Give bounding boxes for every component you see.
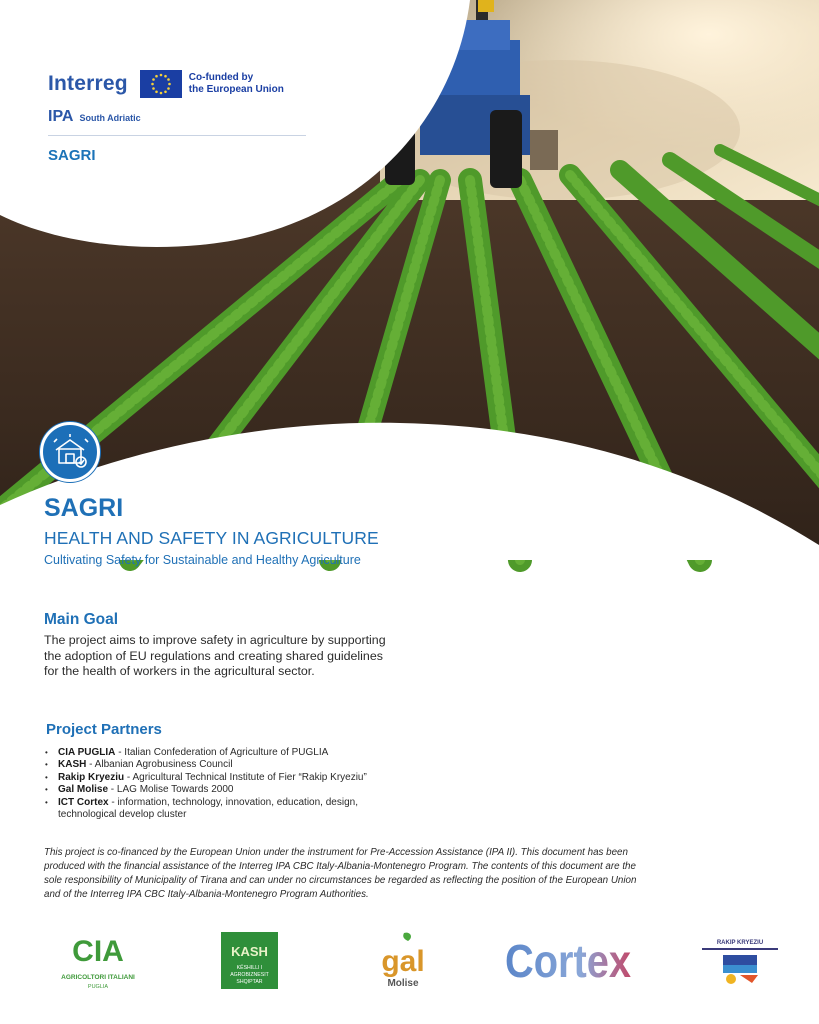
cortex-logo <box>502 929 634 987</box>
rakip-kryeziu-logo <box>698 935 782 987</box>
partner-desc: - Italian Confederation of Agriculture of PUGLIA <box>115 747 329 758</box>
goal-line: for the health of workers in the agricultural sector. <box>44 664 315 678</box>
partner-desc-cont: technological develop cluster <box>58 809 187 821</box>
ipa-region: South Adriatic <box>79 113 141 123</box>
eu-line-2: the European Union <box>188 84 284 95</box>
disclaimer-line: This project is co-financed by the European Union under the instrument for Pre-Accession Assistance (IPA II). This document has been <box>44 847 628 858</box>
disclaimer-line: produced with the financial assistance of the Interreg IPA CBC Italy-Albania-Montenegro Program. The contents of this document are the <box>44 861 636 872</box>
disclaimer-line: and of the Interreg IPA CBC Italy-Albania-Montenegro Program Authorities. <box>44 889 369 900</box>
kash-mark: KASH <box>231 944 268 959</box>
partner-desc: - Agricultural Technical Institute of Fier “Rakip Kryeziu” <box>124 771 367 783</box>
eu-cofunded-text <box>189 72 284 96</box>
partner-desc: - Albanian Agrobusiness Council <box>86 759 233 771</box>
gal-sub: Molise <box>387 978 419 989</box>
ipa-wordmark: IPA <box>48 108 74 125</box>
gal-mark: gal <box>381 945 425 978</box>
partner-desc: - information, technology, innovation, education, design, <box>108 796 358 808</box>
kash-line-2: AGROBIZNESIT <box>230 972 269 978</box>
goal-line: The project aims to improve safety in agriculture by supporting <box>44 633 386 647</box>
cortex-mark: Cortex <box>505 935 632 987</box>
logo-project-name: SAGRI <box>48 147 96 164</box>
partner-name: KASH <box>58 759 87 771</box>
cia-line-2: PUGLIA <box>87 984 109 990</box>
list-item <box>44 784 444 796</box>
cia-mark: CIA <box>72 935 124 968</box>
main-goal-heading: Main Goal <box>44 611 119 628</box>
gal-molise-logo <box>368 929 438 993</box>
cia-line-1: AGRICOLTORI ITALIANI <box>61 974 135 981</box>
funding-disclaimer <box>44 846 704 902</box>
page-tagline: Cultivating Safety for Sustainable and Healthy Agriculture <box>44 553 361 567</box>
goal-line: the adoption of EU regulations and creating shared guidelines <box>44 648 383 663</box>
kash-line-3: SHQIPTAR <box>236 979 263 985</box>
program-logo <box>48 70 308 164</box>
partner-logos <box>0 925 819 995</box>
kash-logo <box>221 932 278 989</box>
list-item <box>44 759 444 771</box>
partners-list <box>44 747 444 821</box>
partners-heading: Project Partners <box>46 721 162 738</box>
logo-divider <box>48 135 306 136</box>
main-goal-text <box>44 633 444 680</box>
list-item <box>44 747 444 759</box>
partner-name: ICT Cortex <box>58 796 109 808</box>
page-subtitle: HEALTH AND SAFETY IN AGRICULTURE <box>44 528 379 548</box>
eu-line-1: Co-funded by <box>188 72 254 83</box>
partner-name: Gal Molise <box>58 784 109 796</box>
list-item <box>44 772 444 784</box>
cia-logo <box>60 931 136 991</box>
rk-text: RAKIP KRYEZIU <box>716 940 764 946</box>
kash-line-1: KËSHILLI I <box>236 965 263 971</box>
disclaimer-line: sole responsibility of Municipality of Tirana and can under no circumstances be regarded as reflecting the position of the European Union <box>44 875 637 886</box>
list-item <box>44 797 444 822</box>
farm-safety-icon <box>40 422 100 482</box>
partner-desc: - LAG Molise Towards 2000 <box>108 784 234 796</box>
partner-name: Rakip Kryeziu <box>58 771 125 783</box>
eu-flag-icon <box>140 70 182 98</box>
interreg-wordmark: Interreg <box>48 72 128 95</box>
page-title: SAGRI <box>44 494 124 522</box>
partner-name: CIA PUGLIA <box>58 747 116 758</box>
